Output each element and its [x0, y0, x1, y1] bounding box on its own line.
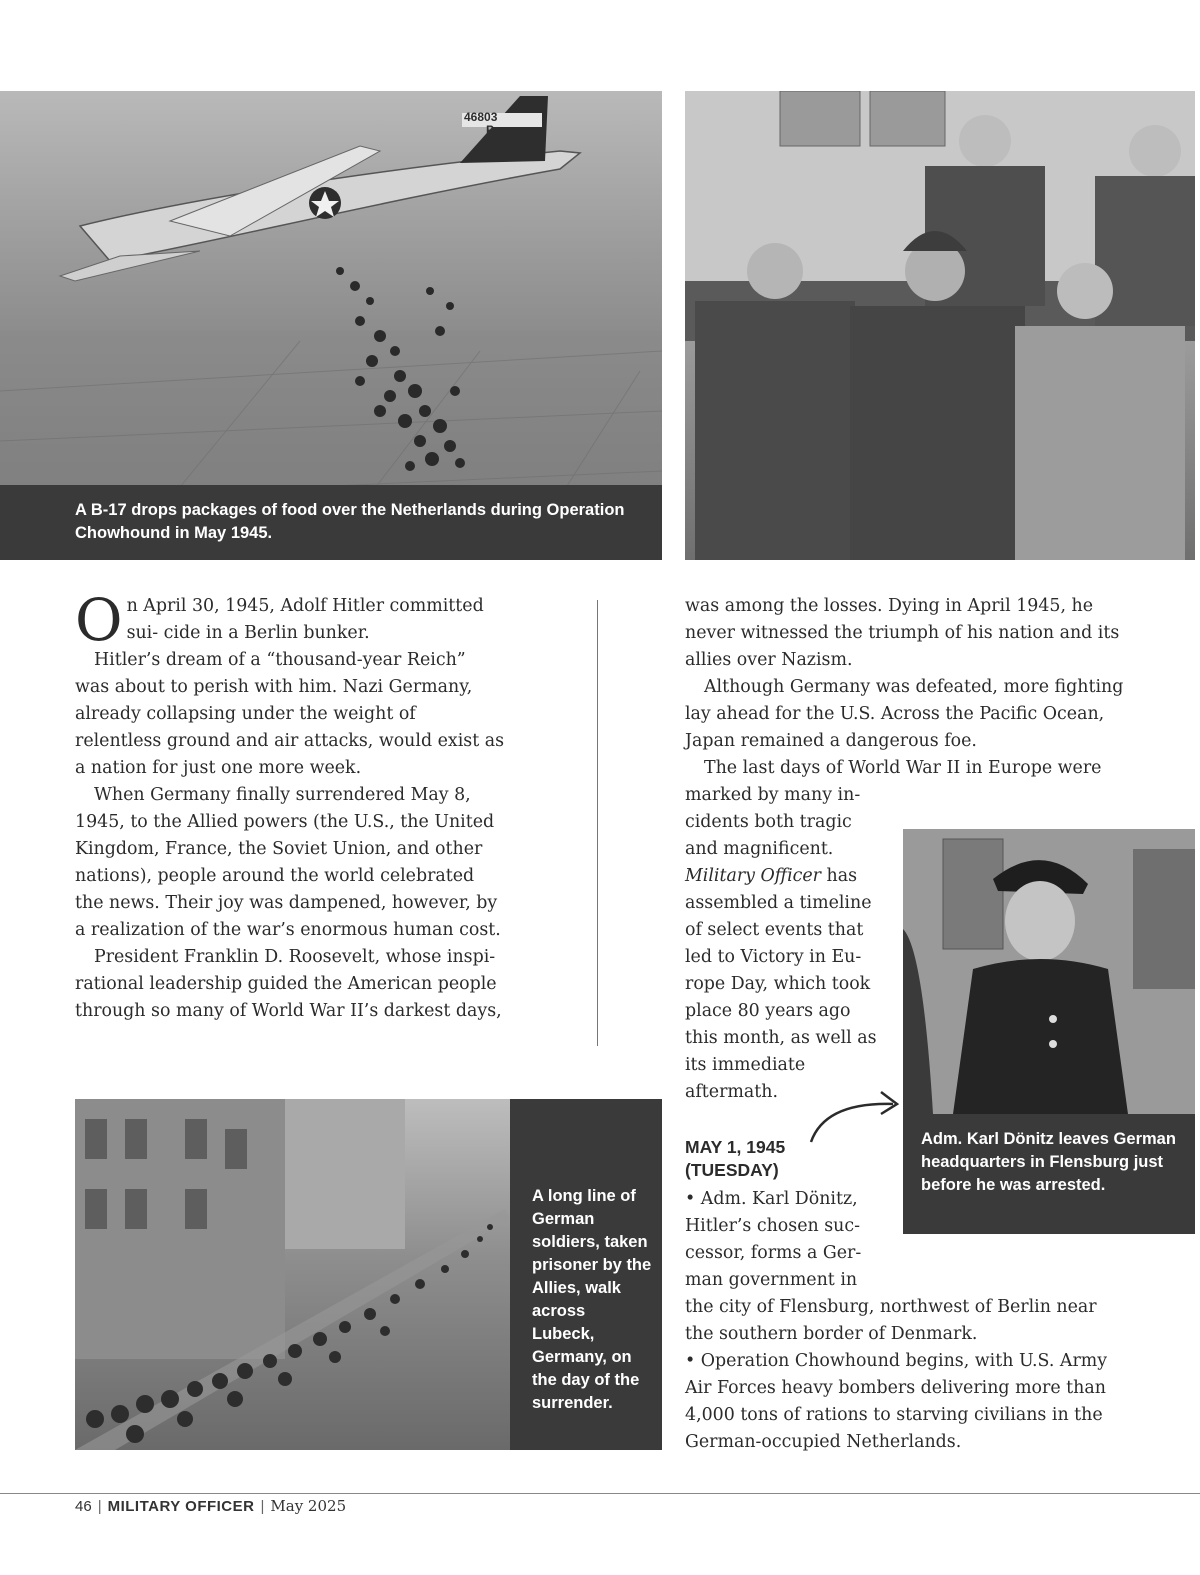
page-number: 46 [75, 1498, 92, 1515]
bullet1-rest: the city of Flensburg, northwest of Berlin near the southern border of Denmark. [685, 1297, 1097, 1344]
footer-separator-2: | [260, 1498, 265, 1515]
bullet2: • Operation Chowhound begins, with U.S. Army Air Forces heavy bombers delivering more than 4,000 tons of rations to starving civilians in the German-occupied Netherlands. [685, 1351, 1108, 1452]
bullet1-line-1: • Adm. Karl Dönitz, [685, 1189, 858, 1209]
b17-tail-markings [464, 111, 497, 137]
article-paragraph-2: Hitler’s dream of a “thousand-year Reich” was about to perish with him. Nazi Germany, already collapsing under the weight of relentless ground and air attacks, would exist as a nation for just one more week. [75, 650, 505, 778]
article-p1-first-line: n April 30, 1945, Adolf Hitler committed sui- [126, 596, 484, 643]
prisoners-illustration [75, 1099, 510, 1450]
b17-caption [0, 485, 662, 560]
prisoners-caption-text: A long line of German soldiers, taken prisoner by the Allies, walk across Lubeck, Germany, on the day of the surrender. [532, 1187, 652, 1412]
p7-line-11: aftermath. [685, 1082, 778, 1102]
generals-illustration [685, 91, 1195, 560]
prisoners-caption [510, 1099, 662, 1450]
column-divider [597, 600, 598, 1046]
p7-line-1: marked by many in- [685, 785, 861, 805]
timeline-date [685, 1136, 1125, 1182]
p7-italic-line [685, 863, 885, 890]
b17-tail-letter: P [486, 123, 495, 137]
footer [75, 1497, 346, 1515]
article-p1-rest: cide in a Berlin bunker. [163, 623, 370, 643]
bullet1-line-3: cessor, forms a Ger- [685, 1243, 862, 1263]
article-paragraph-3: When Germany finally surrendered May 8, 1945, to the Allied powers (the U.S., the United Kingdom, France, the Soviet Union, and other nations), people around the world celebrated the news. Their joy was dampened, however, by a realization of the war’s enormous human cost. [75, 785, 501, 940]
footer-rule [0, 1493, 1200, 1494]
article-p7-first-line: The last days of World War II in Europe were [704, 758, 1102, 778]
bullet1-line-4: man government in [685, 1270, 858, 1290]
b17-tail-number: 46803 [464, 110, 498, 124]
p7-line-4: assembled a timeline [685, 893, 872, 913]
p7-line-6: led to Victory in Eu- [685, 947, 862, 967]
publication-italic: Military Officer [685, 866, 822, 886]
timeline-date-line2: (TUESDAY) [685, 1160, 779, 1180]
article-paragraph-1 [75, 586, 505, 654]
prisoners-image [75, 1099, 510, 1450]
article-paragraph-4: President Franklin D. Roosevelt, whose inspi-rational leadership guided the American people through so many of World War II’s darkest days, [75, 947, 502, 1021]
timeline-date-line1: MAY 1, 1945 [685, 1137, 786, 1157]
prisoners-photo [75, 1099, 662, 1450]
bullet1-line-2: Hitler’s chosen suc- [685, 1216, 860, 1236]
article-column-left [75, 586, 505, 1025]
generals-photo [685, 91, 1195, 560]
article-column-right [685, 593, 1125, 782]
p7-line-10: its immediate [685, 1055, 806, 1075]
article-paragraph-5: was among the losses. Dying in April 1945, he never witnessed the triumph of his nation and its allies over Nazism. [685, 596, 1120, 670]
p7-line-7: rope Day, which took [685, 974, 871, 994]
article-paragraph-7 [685, 755, 1125, 782]
b17-photo [0, 91, 662, 560]
timeline-section [685, 1136, 1125, 1456]
donitz-caption-text: Adm. Karl Dönitz leaves German headquarters in Flensburg just before he was arrested. [921, 1130, 1176, 1194]
p7-line-9: this month, as well as [685, 1028, 877, 1048]
drop-cap: O [75, 586, 123, 654]
p7-line-8: place 80 years ago [685, 1001, 851, 1021]
p7-after-italic: has [821, 866, 858, 886]
p7-line-2: cidents both tragic [685, 812, 852, 832]
article-paragraph-6: Although Germany was defeated, more fighting lay ahead for the U.S. Across the Pacific Ocean, Japan remained a dangerous foe. [685, 677, 1124, 751]
article-sidebar-text [685, 782, 885, 1106]
b17-caption-text: A B-17 drops packages of food over the Netherlands during Operation Chowhound in May 1945. [75, 501, 625, 542]
publication-name: MILITARY OFFICER [107, 1498, 255, 1515]
p7-line-5: of select events that [685, 920, 864, 940]
issue-date: May 2025 [270, 1497, 347, 1515]
footer-separator: | [97, 1498, 102, 1515]
p7-line-3: and magnificent. [685, 839, 834, 859]
